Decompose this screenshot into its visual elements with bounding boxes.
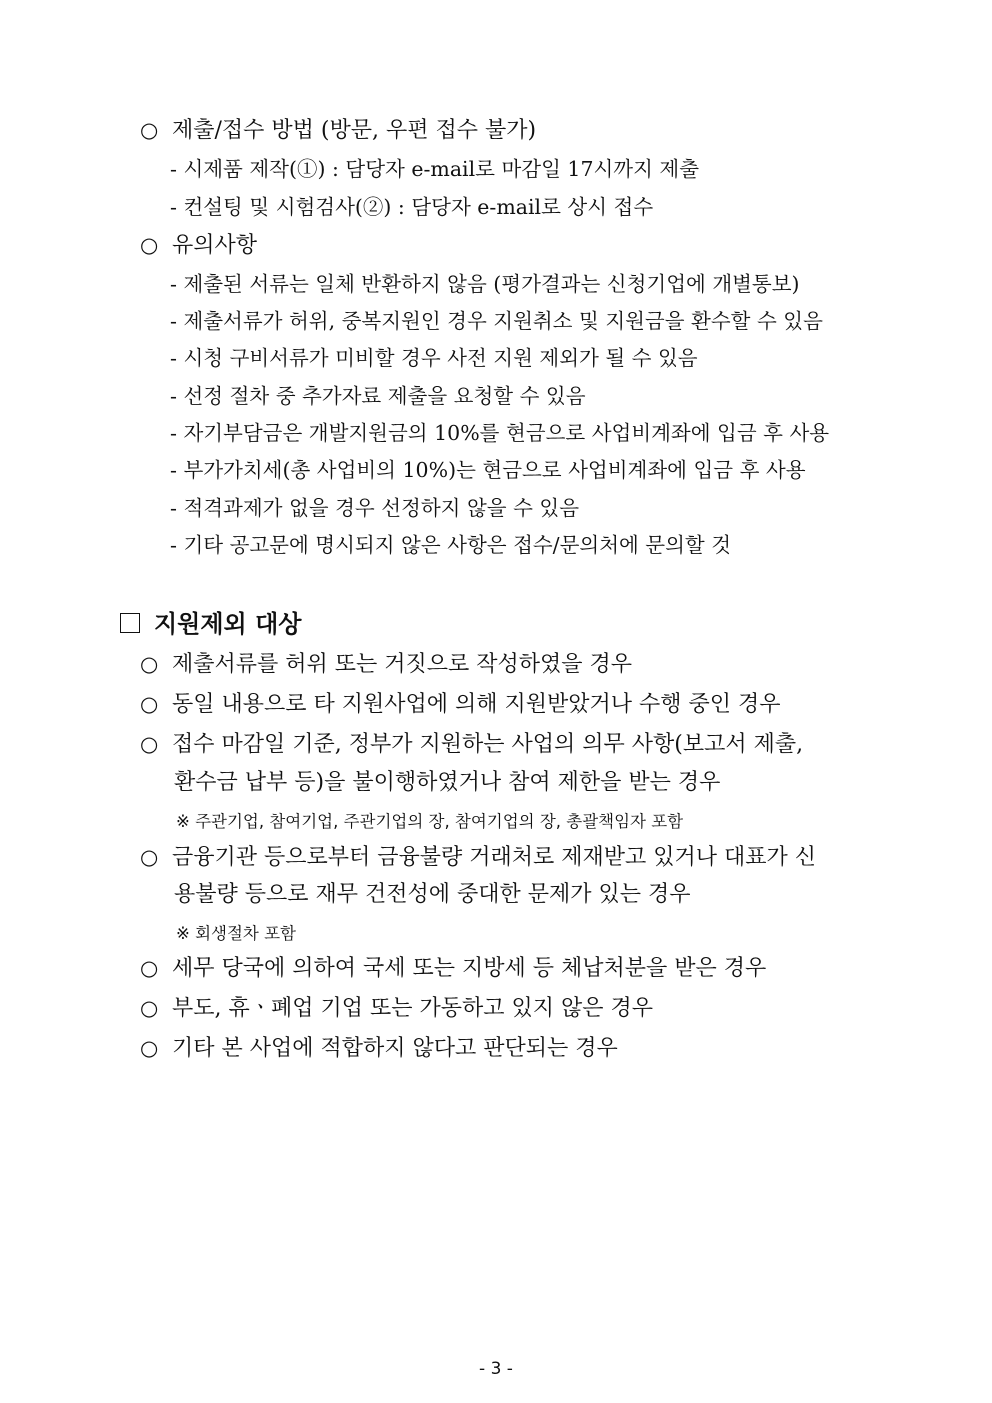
notice-item: - 제출서류가 허위, 중복지원인 경우 지원취소 및 지원금을 환수할 수 있음 — [170, 309, 823, 333]
notice-item: - 적격과제가 없을 경우 선정하지 않을 수 있음 — [170, 496, 579, 520]
circle-bullet-icon: ○ — [140, 652, 159, 676]
page-number: - 3 - — [479, 1359, 513, 1379]
exclusion-item: ○ 세무 당국에 의하여 국세 또는 지방세 등 체납처분을 받은 경우 — [140, 956, 767, 981]
notice-item: - 자기부담금은 개발지원금의 10%를 현금으로 사업비계좌에 입금 후 사용 — [170, 421, 830, 445]
notice-item: - 제출된 서류는 일체 반환하지 않음 (평가결과는 신청기업에 개별통보) — [170, 272, 800, 296]
submission-method-title: ○ 제출/접수 방법 (방문, 우편 접수 불가) — [140, 118, 537, 143]
exclusion-item: ○ 금융기관 등으로부터 금융불량 거래처로 제재받고 있거나 대표가 신 — [140, 845, 817, 870]
exclusion-item: ○ 동일 내용으로 타 지원사업에 의해 지원받았거나 수행 중인 경우 — [140, 692, 781, 717]
exclusion-note: ※ 주관기업, 참여기업, 주관기업의 장, 참여기업의 장, 총괄책임자 포함 — [176, 812, 684, 831]
notices-title: ○ 유의사항 — [140, 233, 258, 258]
circle-bullet-icon: ○ — [140, 732, 159, 756]
notice-item: - 선정 절차 중 추가자료 제출을 요청할 수 있음 — [170, 384, 586, 408]
exclusion-item: ○ 부도, 휴ㆍ폐업 기업 또는 가동하고 있지 않은 경우 — [140, 996, 653, 1021]
notice-item: - 시청 구비서류가 미비할 경우 사전 지원 제외가 될 수 있음 — [170, 346, 698, 370]
exclusion-item-continuation: 환수금 납부 등)을 불이행하였거나 참여 제한을 받는 경우 — [174, 770, 721, 795]
circle-bullet-icon: ○ — [140, 1036, 159, 1060]
circle-bullet-icon: ○ — [140, 118, 159, 142]
notice-item: - 기타 공고문에 명시되지 않은 사항은 접수/문의처에 문의할 것 — [170, 533, 732, 557]
exclusion-item: ○ 접수 마감일 기준, 정부가 지원하는 사업의 의무 사항(보고서 제출, — [140, 732, 804, 757]
section-heading: 지원제외 대상 — [120, 610, 301, 638]
notice-item: - 부가가치세(총 사업비의 10%)는 현금으로 사업비계좌에 입금 후 사용 — [170, 458, 806, 482]
circle-bullet-icon: ○ — [140, 692, 159, 716]
circle-bullet-icon: ○ — [140, 956, 159, 980]
checkbox-square-icon — [120, 613, 140, 633]
submission-item: - 시제품 제작(①) : 담당자 e-mail로 마감일 17시까지 제출 — [170, 157, 700, 181]
circle-bullet-icon: ○ — [140, 233, 159, 257]
exclusion-item: ○ 기타 본 사업에 적합하지 않다고 판단되는 경우 — [140, 1036, 618, 1061]
circle-bullet-icon: ○ — [140, 996, 159, 1020]
submission-item: - 컨설팅 및 시험검사(②) : 담당자 e-mail로 상시 접수 — [170, 195, 654, 219]
exclusion-item-continuation: 용불량 등으로 재무 건전성에 중대한 문제가 있는 경우 — [174, 882, 691, 907]
circle-bullet-icon: ○ — [140, 845, 159, 869]
exclusion-item: ○ 제출서류를 허위 또는 거짓으로 작성하였을 경우 — [140, 652, 633, 677]
exclusion-note: ※ 회생절차 포함 — [176, 924, 296, 943]
